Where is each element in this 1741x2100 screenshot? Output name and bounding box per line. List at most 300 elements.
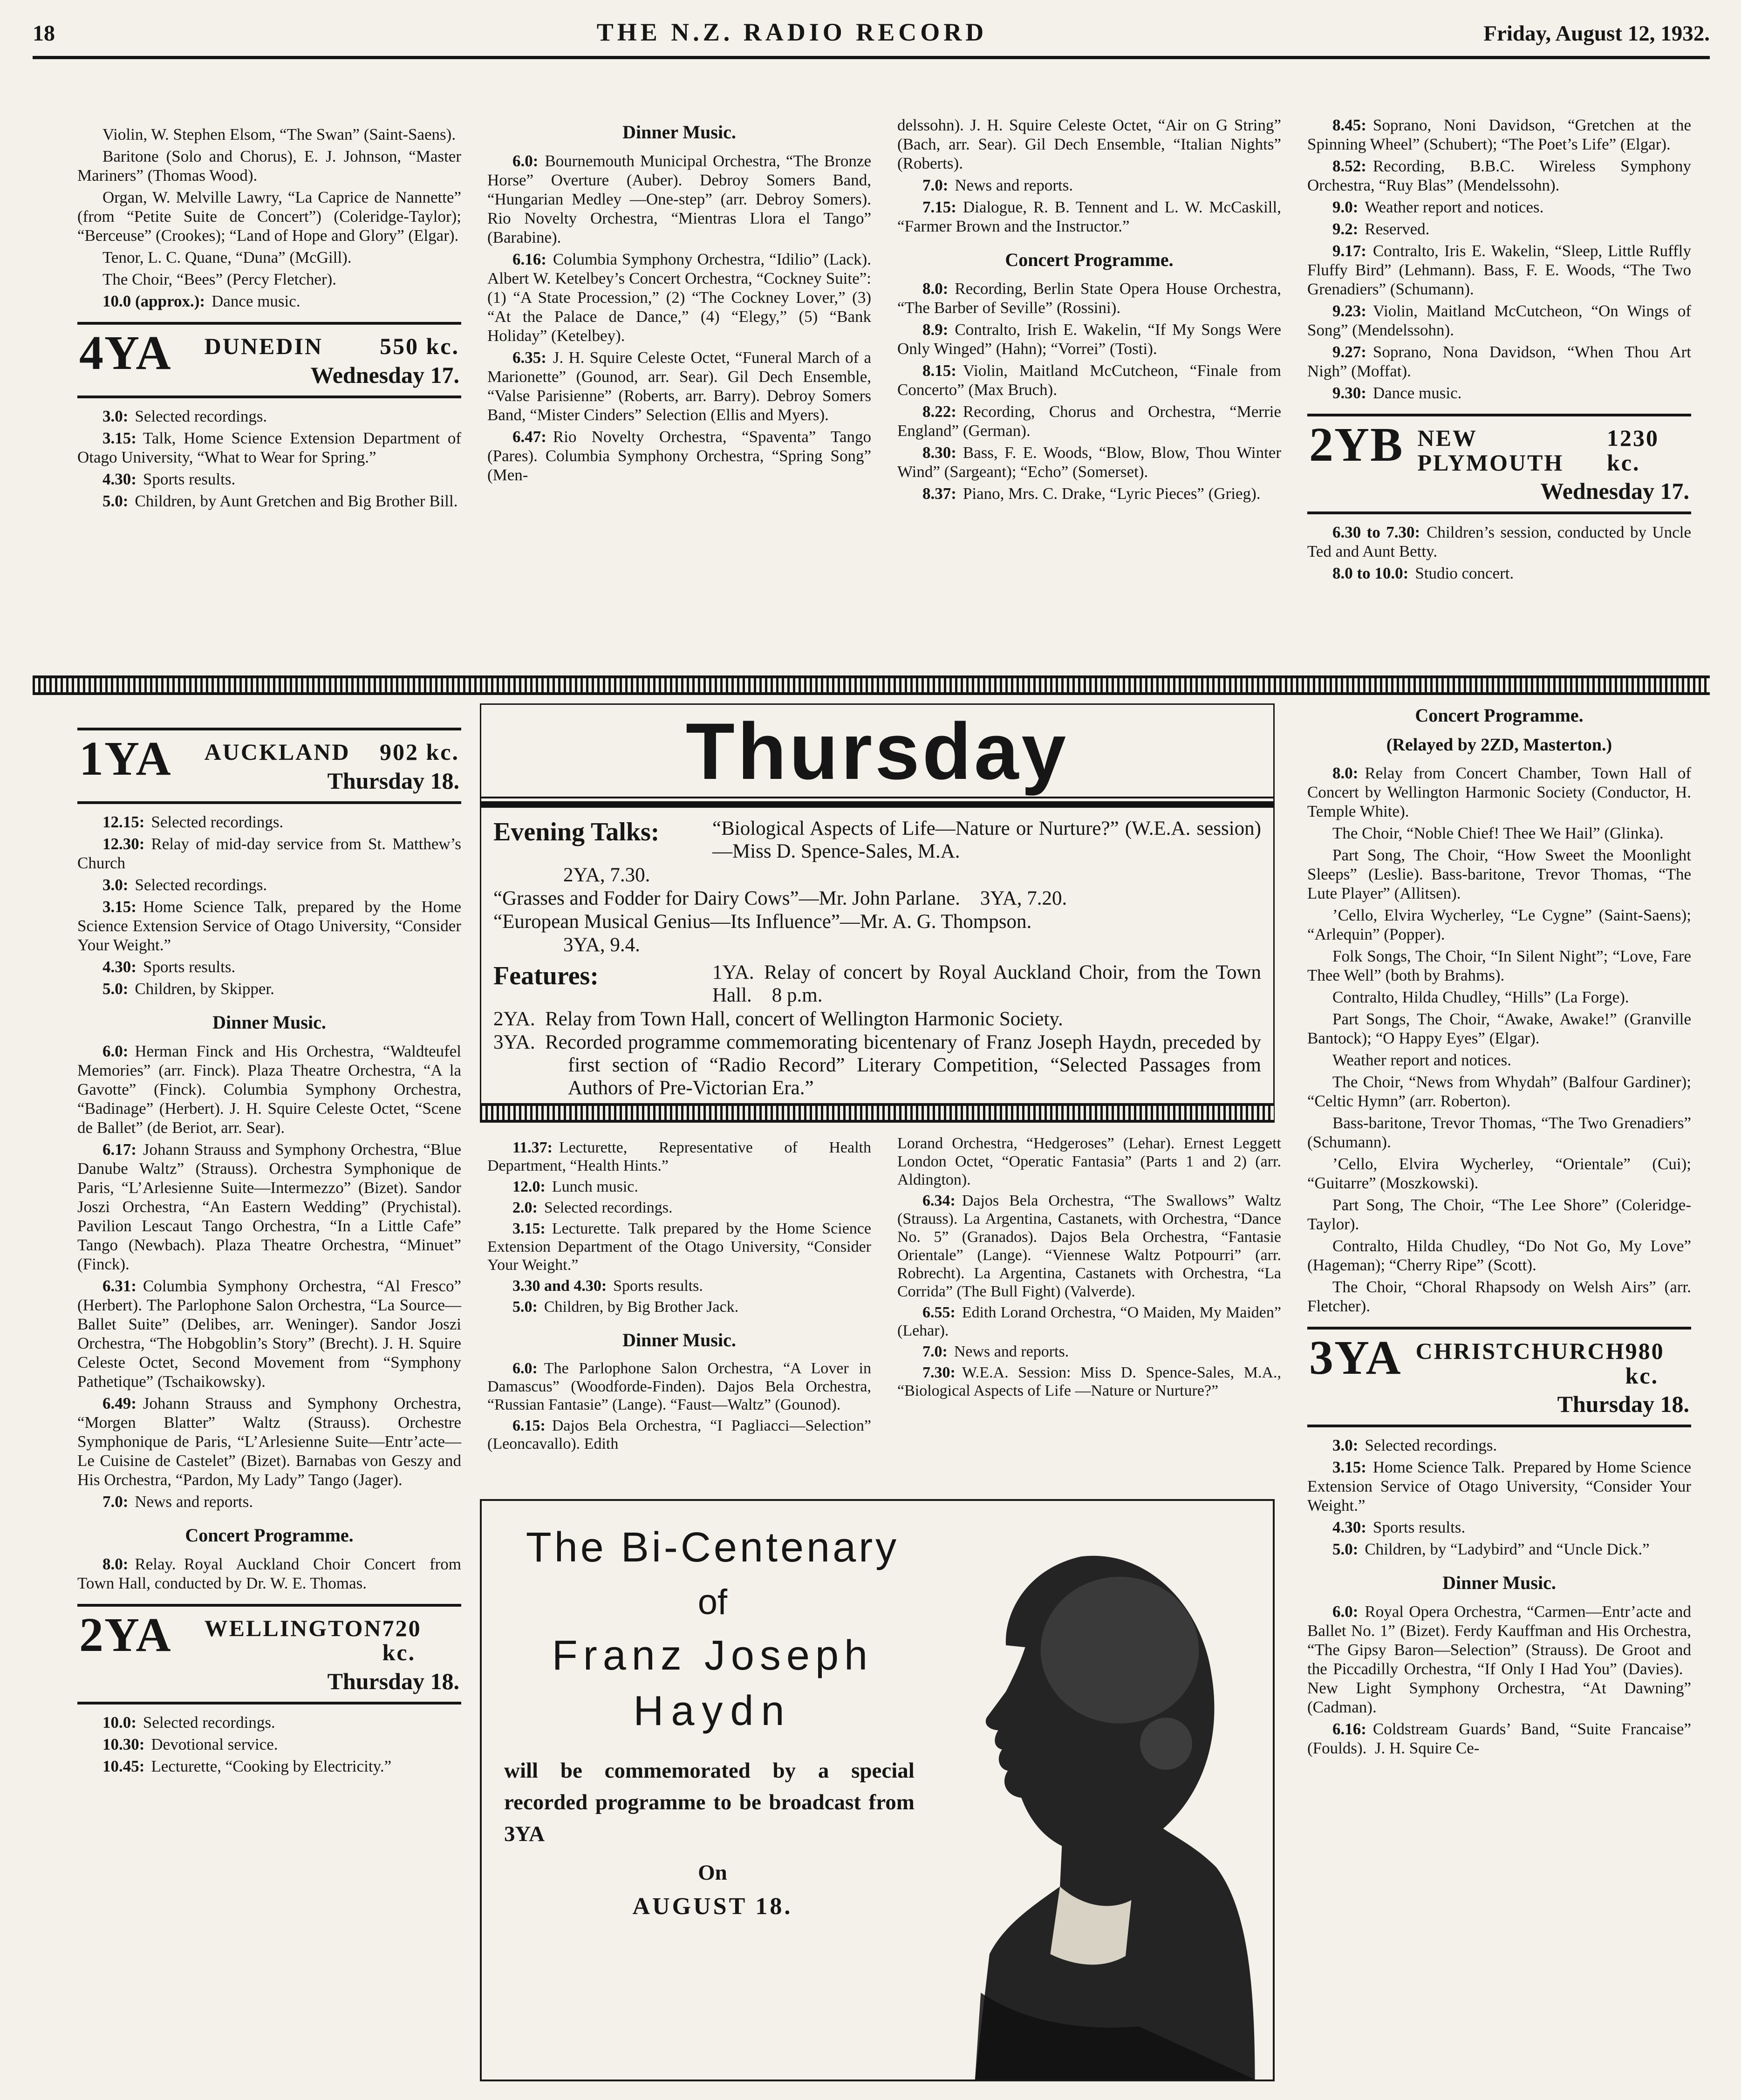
page-header [33,18,1710,47]
programme-item [1307,157,1691,195]
item-text: Sports results. [143,957,236,976]
programme-list-2yb [1307,523,1691,583]
item-text: Johann Strauss and Symphony Orchestra, “Blue Danube Waltz” (Strauss). Orchestra Symphonique de Paris, “L’Arlesienne Suite—Intermezzo” (Bizet). Sandor Joszi Orchestra, “An Eastern Wedding” (Prychistal). Pavilion Lescaut Tango Orchestra, “In a Little Cafe” Tango (Newbach). Plaza Theatre Orchestra, “Minuet” (Finck). [77,1140,461,1273]
item-text: J. H. Squire Celeste Octet, “Funeral March of a Marionette” (Gounod, arr. Sear). Gil Dech Ensemble, “Valse Parisienne” (Roberts, arr. Barry). Debroy Somers Band, “Mister Cinders” Selection (Ellis and Myers). [487,348,871,424]
item-text: Children, by Skipper. [135,979,274,998]
time-label: 6.31: [102,1276,137,1295]
rule [77,395,461,398]
programme-item [897,443,1281,481]
section-heading-dinner-music: Dinner Music. [212,1011,326,1033]
station-frequency: 550 kc. [380,333,459,359]
programme-item [1307,1236,1691,1275]
page-number: 18 [33,21,55,46]
item-text: Children, by Big Brother Jack. [544,1298,739,1316]
time-label: 3.15: [512,1220,546,1237]
item-text: The Choir, “Noble Chief! Thee We Hail” (Glinka). [1332,824,1664,842]
programme-list-2ya-morning [77,1713,461,1776]
item-text: Royal Opera Orchestra, “Carmen—Entr’acte and Ballet No. 1” (Bizet). Ferdy Kauffman and His Orchestra, “The Gipsy Baron—Selection” (Strauss). De Groot and the Piccadilly Orchestra, “If Only I Had You” (Davies). New Light Symphony Orchestra, “At Dawning” (Cadman). [1307,1602,1691,1716]
ad-line-4: Haydn [633,1688,792,1734]
time-label: 6.17: [102,1140,137,1159]
programme-item [1307,1050,1691,1070]
programme-item [1307,342,1691,381]
time-label: 6.47: [512,428,546,446]
ad-line-3: Franz Joseph [552,1632,874,1679]
programme-list-2ya-dinner-cont [897,1192,1281,1400]
programme-item [77,1140,461,1274]
station-call-letters: 4YA [79,326,172,380]
feature-entry: 1YA. Relay of concert by Royal Auckland Choir, from the Town Hall. 8 p.m. [712,961,1261,1007]
item-text: Lecturette, “Cooking by Electricity.” [151,1757,392,1775]
item-text: Johann Strauss and Symphony Orchestra, “Morgen Blatter” Waltz (Strauss). Orchestre Symphonique de Paris, “L’Arlesienne Suite—Entr’acte—Le Cuisine de Castelet” (Bizet). Barnabas von Geszy and His Orchestra, “Pardon, My Lady” Tango (Jager). [77,1394,461,1489]
time-label: 4.30: [1332,1518,1366,1536]
programme-item [77,1757,461,1776]
item-text: Sports results. [143,470,236,488]
section-heading-concert-programme: Concert Programme. [1415,705,1584,726]
programme-item [1307,906,1691,944]
item-text: Contralto, Iris E. Wakelin, “Sleep, Little Ruffly Fluffy Bird” (Lehmann). Bass, F. E. Woods, “The Two Grenadiers” (Schumann). [1307,242,1691,298]
programme-item [487,1178,871,1196]
programme-item [77,875,461,894]
item-text: Weather report and notices. [1365,198,1544,216]
time-label: 3.15: [1332,1458,1366,1476]
talk-station-time: 2YA, 7.30. [563,864,650,886]
time-label: 8.37: [922,484,956,503]
station-day: Wednesday 17. [1540,478,1689,504]
time-label: 8.15: [922,361,956,380]
hatched-divider-mid [480,1103,1275,1123]
item-text: Talk, Home Science Extension Department of Otago University, “What to Wear for Spring.” [77,429,461,466]
time-label: 9.2: [1332,220,1359,238]
item-text: Selected recordings. [135,875,267,894]
talk-entry: “Biological Aspects of Life—Nature or Nurture?” (W.E.A. session)—Miss D. Spence-Sales, M.A. [712,818,1261,863]
item-text: Sports results. [1372,1518,1466,1536]
column-2-top [487,108,871,487]
time-label: 7.15: [922,198,956,216]
time-label: 10.45: [102,1757,145,1775]
programme-item [1307,383,1691,402]
station-city: DUNEDIN [204,333,323,359]
item-text: News and reports. [954,1343,1069,1360]
column-3-mid [897,1134,1281,1403]
programme-item [897,1192,1281,1301]
item-text: Relay. Royal Auckland Choir Concert from Town Hall, conducted by Dr. W. E. Thomas. [77,1555,461,1592]
programme-item [1307,764,1691,821]
time-label: 7.0: [922,176,949,194]
time-label: 8.0: [102,1555,129,1573]
time-label: 9.23: [1332,302,1366,320]
item-text: Devotional service. [151,1735,278,1753]
programme-list-2ya-concert [1307,764,1691,1316]
time-label: 10.30: [102,1735,145,1753]
item-text: Coldstream Guards’ Band, “Suite Francaise” (Foulds). J. H. Squire Ce- [1307,1720,1691,1757]
time-label: 5.0: [102,979,129,998]
time-label: 9.17: [1332,242,1366,260]
time-label: 6.0: [102,1042,129,1060]
station-frequency: 980 kc. [1625,1338,1665,1389]
item-text: Recording, Berlin State Opera House Orchestra, “The Barber of Seville” (Rossini). [897,280,1281,317]
item-text: Relay from Concert Chamber, Town Hall of Concert by Wellington Harmonic Society (Conductor, H. Temple White). [1307,764,1691,820]
page-date: Friday, August 12, 1932. [1483,21,1710,46]
item-text: Bournemouth Municipal Orchestra, “The Bronze Horse” Overture (Auber). Debroy Somers Band, “Hungarian Medley —One-step” (arr. Debroy Somers). Rio Novelty Orchestra, “Mientras Llora el Tango” (Barabine). [487,152,871,246]
item-text: Baritone (Solo and Chorus), E. J. Johnson, “Master Mariners” (Thomas Wood). [77,147,461,184]
programme-list-4ya-dinner [487,151,871,484]
ad-body-text: will be commemorated by a special recorded programme to be broadcast from 3YA [504,1759,915,1847]
talk-entry: “Grasses and Fodder for Dairy Cows”—Mr. John Parlane. 3YA, 7.20. [493,887,1067,910]
hatched-divider-top [33,675,1710,695]
item-text: Soprano, Nona Davidson, “When Thou Art Nigh” (Moffat). [1307,343,1691,380]
item-text: Piano, Mrs. C. Drake, “Lyric Pieces” (Grieg). [963,484,1261,503]
time-label: 9.30: [1332,384,1366,402]
item-text: Children’s session, conducted by Uncle Ted and Aunt Betty. [1307,523,1691,560]
item-text: Lunch music. [552,1178,638,1195]
item-text: Part Song, The Choir, “The Lee Shore” (Coleridge-Taylor). [1307,1196,1691,1233]
item-text: The Choir, “Bees” (Percy Fletcher). [102,270,337,288]
time-label: 8.45: [1332,116,1366,134]
item-text: The Choir, “News from Whydah” (Balfour Gardiner); “Celtic Hymn” (arr. Roberton). [1307,1073,1691,1110]
time-label: 6.30 to 7.30: [1332,523,1420,541]
column-1-top [77,125,461,513]
station-city: NEW PLYMOUTH [1417,425,1564,476]
talk-station-time: 3YA, 9.4. [563,934,640,956]
item-text: Violin, Maitland McCutcheon, “On Wings of Song” (Mendelssohn). [1307,302,1691,339]
item-text: Selected recordings. [151,812,284,831]
item-text: Columbia Symphony Orchestra, “Idilio” (Lack). Albert W. Ketelbey’s Concert Orchestra, “Cockney Suite”: (1) “A State Procession,” (2) “The Cockney Lover,” (3) “At the Palace de Dance,” (4) “Elegy,” (5) “Bank Holiday” (Ketelbey). [487,250,871,345]
rule [1307,511,1691,514]
thursday-headline: Thursday [685,707,1069,796]
time-label: 3.30 and 4.30: [512,1277,607,1295]
programme-item [897,1364,1281,1400]
item-text: Children, by Aunt Gretchen and Big Brother Bill. [135,491,458,510]
item-text: Dance music. [1372,384,1462,402]
programme-item [1307,564,1691,583]
programme-item [1307,824,1691,843]
time-label: 5.0: [512,1298,538,1316]
item-text: Selected recordings. [1365,1436,1497,1454]
station-frequency: 902 kc. [380,739,459,765]
programme-item [487,1359,871,1414]
programme-item [487,151,871,247]
programme-item [77,1492,461,1511]
section-heading-concert-programme: Concert Programme. [1005,249,1174,270]
item-text: Selected recordings. [544,1199,673,1216]
time-label: 6.16: [1332,1720,1366,1738]
time-label: 3.0: [1332,1436,1359,1454]
item-text: Violin, W. Stephen Elsom, “The Swan” (Saint-Saens). [102,125,456,143]
programme-item [77,897,461,955]
item-text: The Parlophone Salon Orchestra, “A Lover in Damascus” (Woodforde-Finden). Dajos Bela Orchestra, “Russian Fantasie” (Lange). “Faust—Waltz” (Gounod). [487,1360,871,1413]
time-label: 6.0: [512,152,539,170]
time-label: 6.55: [922,1304,956,1321]
column-3-top [897,116,1281,506]
time-label: 8.30: [922,443,956,462]
programme-item [1307,1113,1691,1152]
programme-list-4ya-concert-late [1307,116,1691,402]
time-label: 3.0: [102,407,129,425]
programme-item [1307,116,1691,154]
programme-item [897,279,1281,317]
time-label: 3.0: [102,875,129,894]
item-text: Reserved. [1365,220,1430,238]
programme-list-4ya-evening [897,176,1281,236]
header-rule [33,56,1710,59]
programme-item [897,361,1281,399]
item-text: Part Song, The Choir, “How Sweet the Moonlight Sleeps” (Leslie). Bass-baritone, Trevor Thomas, “The Lute Player” (Allitsen). [1307,846,1691,902]
continuation-paragraph: Lorand Orchestra, “Hedgeroses” (Lehar). Ernest Leggett London Octet, “Operatic Fantasia” (Parts 1 and 2) (arr. Aldington). [897,1135,1281,1188]
time-label: 8.0: [922,280,949,298]
station-day: Thursday 18. [327,767,459,794]
programme-item [77,1394,461,1489]
thursday-feature-box [480,703,1275,1103]
time-label: 6.16: [512,250,546,268]
programme-item [77,407,461,426]
programme-item [897,484,1281,503]
programme-item [1307,988,1691,1007]
rule [77,801,461,804]
evening-talks-label: Evening Talks: [493,818,660,847]
section-heading-concert-programme: Concert Programme. [185,1524,354,1546]
station-call-letters: 3YA [1309,1331,1402,1384]
item-text: Dajos Bela Orchestra, “The Swallows” Waltz (Strauss). La Argentina, Castanets, with Orchestra, “Dance No. 5” (Granados). Dajos Bela Orchestra, “Fantasie Orientale” (Lange). “Viennese Waltz Potpourri” (arr. Robrecht). La Argentina, Castanets with Orchestra, “La Corrida” (The Bull Fight) (Valverde). [897,1192,1281,1300]
item-text: Lecturette, Representative of Health Department, “Health Hints.” [487,1139,871,1174]
programme-item [77,1042,461,1137]
programme-item [1307,1719,1691,1758]
station-header-2ya [77,1604,461,1705]
item-text: Edith Lorand Orchestra, “O Maiden, My Maiden” (Lehar). [897,1304,1281,1339]
item-text: Recording, B.B.C. Wireless Symphony Orchestra, “Ruy Blas” (Mendelssohn). [1307,157,1691,194]
column-2-mid [487,1139,871,1456]
programme-item [897,1343,1281,1361]
programme-item [77,812,461,832]
item-text: Folk Songs, The Choir, “In Silent Night”; “Love, Fare Thee Well” (both by Brahms). [1307,947,1691,984]
item-text: Dajos Bela Orchestra, “I Pagliacci—Selection” (Leoncavallo). Edith [487,1417,871,1452]
item-text: Violin, Maitland McCutcheon, “Finale from Concerto” (Max Bruch). [897,361,1281,399]
programme-item [1307,845,1691,903]
rule [77,1702,461,1705]
programme-list-4ya-afternoon [77,407,461,511]
station-call-letters: 2YB [1309,418,1404,471]
time-label: 11.37: [512,1139,553,1156]
haydn-profile-portrait-icon [936,1539,1264,2080]
item-text: Dance music. [212,292,300,310]
haydn-bicentenary-ad [480,1499,1275,2081]
programme-item [1307,301,1691,340]
programme-list-1ya-dinner [77,1042,461,1511]
item-text: Studio concert. [1415,564,1514,582]
time-label: 4.30: [102,957,137,976]
time-label: 8.0: [1332,764,1359,782]
time-label: 7.0: [922,1343,948,1360]
time-label: 9.0: [1332,198,1359,216]
item-text: The Choir, “Choral Rhapsody on Welsh Airs” (arr. Fletcher). [1307,1278,1691,1315]
programme-list-3ya-afternoon [1307,1436,1691,1559]
time-label: 4.30: [102,470,137,488]
time-label: 10.0: [102,1713,137,1732]
time-label: 3.15: [102,897,137,916]
programme-item [897,176,1281,195]
section-heading-dinner-music: Dinner Music. [1442,1572,1556,1593]
column-4-top [1307,116,1691,586]
item-text: Herman Finck and His Orchestra, “Waldteufel Memories” (arr. Finck). Plaza Theatre Orchestra, “A la Gavotte” (Finck). Columbia Symphony Orchestra, “Badinage” (Herbert). J. H. Squire Celeste Octet, “Scene de Ballet” (de Beriot, arr. Sear). [77,1042,461,1137]
item-text: Weather report and notices. [1332,1051,1511,1069]
programme-item [77,270,461,289]
item-text: Lecturette. Talk prepared by the Home Science Extension Department of the Otago University, “Consider Your Weight.” [487,1220,871,1274]
item-text: Contralto, Hilda Chudley, “Do Not Go, My Love” (Hageman); “Cherry Ripe” (Scott). [1307,1237,1691,1274]
time-label: 7.30: [922,1364,956,1381]
item-text: News and reports. [135,1492,253,1511]
item-text: Dialogue, R. B. Tennent and L. W. McCaskill, “Farmer Brown and the Instructor.” [897,198,1281,235]
headline-rule [481,797,1273,808]
programme-item [897,1303,1281,1340]
time-label: 6.15: [512,1417,546,1434]
station-header-2yb [1307,414,1691,514]
relay-note: (Relayed by 2ZD, Masterton.) [1386,735,1612,755]
item-text: ’Cello, Elvira Wycherley, “Orientale” (Cui); “Guitarre” (Moszkowski). [1307,1155,1691,1192]
ad-line-1: The Bi-Centenary [526,1524,900,1571]
programme-item [1307,1154,1691,1193]
time-label: 8.0 to 10.0: [1332,564,1409,582]
station-city: CHRISTCHURCH [1415,1338,1625,1364]
programme-list-1ya-day [77,812,461,998]
programme-item [77,292,461,311]
ad-line-5: On [698,1861,727,1885]
column-4-bottom [1307,704,1691,1760]
item-text: Selected recordings. [135,407,267,425]
programme-item [1307,1458,1691,1515]
time-label: 12.0: [512,1178,546,1195]
station-call-letters: 1YA [79,732,172,785]
programme-item [1307,1195,1691,1234]
station-header-3ya [1307,1327,1691,1427]
programme-item [1307,1540,1691,1559]
time-label: 10.0 (approx.): [102,292,205,310]
programme-item [77,979,461,998]
programme-list-4ya-concert-tail [77,125,461,311]
programme-list-1ya-concert [77,1555,461,1593]
time-label: 6.34: [922,1192,956,1209]
time-label: 6.49: [102,1394,137,1412]
time-label: 5.0: [1332,1540,1359,1558]
programme-item [77,125,461,144]
item-text: Bass, F. E. Woods, “Blow, Blow, Thou Winter Wind” (Sargeant); “Echo” (Somerset). [897,443,1281,481]
time-label: 7.0: [102,1492,129,1511]
programme-item [897,198,1281,236]
time-label: 12.15: [102,812,145,831]
item-text: Tenor, L. C. Quane, “Duna” (McGill). [102,248,352,266]
features-label: Features: [493,961,599,991]
programme-item [77,957,461,976]
time-label: 2.0: [512,1199,538,1216]
item-text: Columbia Symphony Orchestra, “Al Fresco” (Herbert). The Parlophone Salon Orchestra, “La Source—Ballet Suite” (Delibes, arr. Weninger). Sandor Joszi Orchestra, “The Hobgoblin’s Story” (Brecht). J. H. Squire Celeste Octet, Second Movement from “Symphony Pathetique” (Tschaikowsky). [77,1276,461,1391]
programme-item [77,248,461,267]
item-text: ’Cello, Elvira Wycherley, “Le Cygne” (Saint-Saens); “Arlequin” (Popper). [1307,906,1691,943]
programme-item [77,1713,461,1732]
programme-list-2ya-dinner [487,1359,871,1453]
programme-item [1307,1072,1691,1111]
item-text: Sports results. [613,1277,703,1295]
page-title: THE N.Z. RADIO RECORD [596,18,988,46]
programme-item [77,1735,461,1754]
programme-item [1307,1602,1691,1717]
programme-list-2ya-afternoon [487,1139,871,1316]
programme-item [1307,219,1691,239]
section-heading-dinner-music: Dinner Music. [622,122,736,143]
item-text: Soprano, Noni Davidson, “Gretchen at the Spinning Wheel” (Schubert); “The Poet’s Life” (Elgar). [1307,116,1691,153]
time-label: 8.22: [922,402,956,421]
programme-item [1307,1277,1691,1316]
programme-item [487,348,871,424]
time-label: 3.15: [102,429,137,447]
programme-item [1307,241,1691,299]
programme-item [487,250,871,345]
feature-entry: 3YA. Recorded programme commemorating bicentenary of Franz Joseph Haydn, preceded by first section of “Radio Record” Literary Competition, “Selected Passages from Authors of Pre-Victorian Era.” [493,1031,1261,1099]
feature-entry: 2YA. Relay from Town Hall, concert of Wellington Harmonic Society. [493,1008,1063,1030]
item-text: Rio Novelty Orchestra, “Spaventa” Tango (Pares). Columbia Symphony Orchestra, “Spring Song” (Men- [487,428,871,484]
station-day: Thursday 18. [1557,1391,1689,1417]
station-day: Thursday 18. [327,1668,459,1694]
programme-item [487,1417,871,1453]
item-text: Recording, Chorus and Orchestra, “Merrie England” (German). [897,402,1281,440]
time-label: 6.0: [512,1360,538,1377]
time-label: 9.27: [1332,343,1366,361]
ad-line-2: of [697,1582,728,1622]
item-text: Contralto, Irish E. Wakelin, “If My Songs Were Only Winged” (Hahn); “Vorrei” (Tosti). [897,320,1281,358]
item-text: Home Science Talk. Prepared by Home Science Extension Service of Otago University, “Consider Your Weight.” [1307,1458,1691,1514]
programme-item [487,1277,871,1295]
station-city: AUCKLAND [204,739,350,765]
programme-item [897,402,1281,440]
station-frequency: 720 kc. [382,1615,422,1665]
station-day: Wednesday 17. [310,361,459,388]
programme-item [1307,947,1691,985]
talk-entry: “European Musical Genius—Its Influence”—Mr. A. G. Thompson. [493,911,1032,933]
programme-item [77,188,461,245]
station-header-4ya [77,322,461,398]
item-text: News and reports. [955,176,1073,194]
section-heading-dinner-music: Dinner Music. [622,1330,736,1350]
item-text: Selected recordings. [143,1713,275,1732]
programme-item [77,470,461,489]
time-label: 8.9: [922,320,949,339]
programme-item [77,1276,461,1391]
programme-item [1307,198,1691,217]
time-label: 6.35: [512,348,546,367]
programme-item [487,1139,871,1175]
ad-date: AUGUST 18. [632,1893,793,1920]
programme-item [1307,1009,1691,1048]
item-text: Part Songs, The Choir, “Awake, Awake!” (Granville Bantock); “O Happy Eyes” (Elgar). [1307,1010,1691,1047]
time-label: 12.30: [102,834,145,853]
programme-item [77,491,461,511]
time-label: 8.52: [1332,157,1366,175]
programme-item [487,1298,871,1316]
item-text: Bass-baritone, Trevor Thomas, “The Two Grenadiers” (Schumann). [1307,1114,1691,1151]
programme-item [77,834,461,873]
item-text: Contralto, Hilda Chudley, “Hills” (La Forge). [1332,988,1629,1006]
time-label: 6.0: [1332,1602,1359,1621]
rule [1307,1425,1691,1427]
programme-item [897,320,1281,358]
programme-item [77,147,461,185]
programme-item [77,429,461,467]
programme-item [487,427,871,484]
item-text: Children, by “Ladybird” and “Uncle Dick.” [1365,1540,1650,1558]
station-call-letters: 2YA [79,1608,172,1662]
station-frequency: 1230 kc. [1606,425,1659,476]
programme-item [1307,1518,1691,1537]
column-1-bottom [77,716,461,1779]
programme-item [487,1199,871,1217]
continuation-paragraph: delssohn). J. H. Squire Celeste Octet, “Air on G String” (Bach, arr. Sear). Gil Dech Ensemble, “Italian Nights” (Roberts). [897,116,1281,172]
